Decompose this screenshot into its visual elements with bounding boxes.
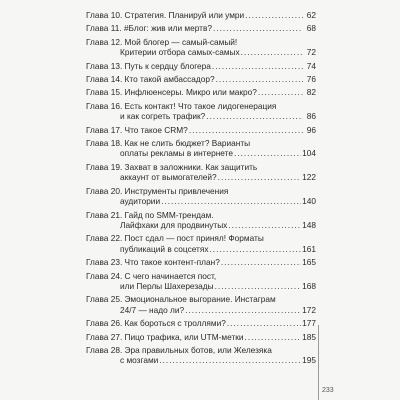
dot-leader <box>258 87 303 97</box>
toc-entry-title: Глава 16. Есть контакт! Что такое лидогенерация <box>86 100 277 111</box>
dot-leader <box>216 74 303 84</box>
dot-leader <box>159 355 301 365</box>
toc-entry-page: 140 <box>302 196 316 207</box>
dot-leader <box>189 125 303 135</box>
toc-entry-title: Глава 12. Мой блогер — самый-самый! <box>86 36 238 47</box>
toc-entry-title: с мозгами <box>120 355 159 366</box>
toc-entry-page: 122 <box>302 172 316 183</box>
dot-leader <box>161 196 301 206</box>
toc-entry-page: 172 <box>302 304 316 315</box>
toc-entry-page: 96 <box>306 124 316 135</box>
toc-entry-title: аудитории <box>120 196 161 207</box>
toc-entry-page: 86 <box>306 111 316 122</box>
toc-entry-title: Глава 23. Что такое контент-план? <box>86 257 220 268</box>
toc-entry-title: публикаций в соцсетях <box>120 243 209 254</box>
toc-entry-title: Глава 13. Путь к сердцу блогера <box>86 60 211 71</box>
toc-entry <box>86 257 316 267</box>
dot-leader <box>215 281 302 291</box>
toc-entry <box>86 74 316 84</box>
toc-entry-page: 177 <box>302 318 316 329</box>
toc-entry <box>86 10 316 20</box>
toc-entry-title: Глава 17. Что такое CRM? <box>86 124 188 135</box>
toc-entry <box>86 186 316 207</box>
dot-leader <box>241 47 303 57</box>
page-number-rule <box>318 325 319 400</box>
toc-entry-title: Глава 20. Инструменты привлечения <box>86 185 229 196</box>
dot-leader <box>227 318 301 328</box>
dot-leader <box>218 172 301 182</box>
toc-entry-title: аккаунт от вымогателей? <box>120 172 217 183</box>
toc-entry-title: и как согреть трафик? <box>120 111 206 122</box>
toc-entry-page: 165 <box>302 257 316 268</box>
toc-entry-title: Глава 18. Как не слить бюджет? Варианты <box>86 138 251 149</box>
toc-entry <box>86 318 316 328</box>
toc-entry-page: 68 <box>306 23 316 34</box>
toc-entry-page: 76 <box>306 74 316 85</box>
toc-entry-title: оплаты рекламы в интернете <box>120 148 233 159</box>
toc-entry-page: 74 <box>306 60 316 71</box>
dot-leader <box>206 111 303 121</box>
toc-entry-title: Глава 10. Стратегия. Планируй или умри <box>86 10 245 20</box>
toc-entry <box>86 23 316 33</box>
toc-entry-title: или Перлы Шахерезады <box>120 280 214 291</box>
toc-entry <box>86 162 316 183</box>
toc-entry-title: Лайфхаки для продвинутых <box>120 219 228 230</box>
toc-entry-title: Глава 11. #Блог: жив или мертв? <box>86 23 212 34</box>
toc-entry-title: Глава 19. Захват в заложники. Как защитить <box>86 161 258 172</box>
page-number: 233 <box>322 387 334 394</box>
toc-entry <box>86 332 316 342</box>
dot-leader <box>245 10 303 20</box>
toc-entry <box>86 37 316 58</box>
toc-entry-title: Глава 14. Кто такой амбассадор? <box>86 74 215 85</box>
dot-leader <box>234 148 301 158</box>
toc-entry <box>86 233 316 254</box>
dot-leader <box>221 257 301 267</box>
toc-entry-title: Глава 21. Гайд по SMM-трендам. <box>86 209 214 220</box>
dot-leader <box>228 220 301 230</box>
dot-leader <box>212 61 303 71</box>
toc-entry-page: 185 <box>302 331 316 342</box>
toc-entry-title: Глава 24. С чего начинается пост, <box>86 270 217 281</box>
toc-entry-page: 195 <box>302 355 316 366</box>
toc-entry-page: 104 <box>302 148 316 159</box>
toc-entry <box>86 294 316 315</box>
dot-leader <box>185 305 301 315</box>
toc-entry-page: 161 <box>302 243 316 254</box>
toc-entry-title: Глава 27. Пицо трафика, или UTM-метки <box>86 331 244 342</box>
toc-entry <box>86 87 316 97</box>
toc-entry-page: 72 <box>306 47 316 58</box>
toc-entry-title: 24/7 — надо ли? <box>120 304 185 315</box>
toc-entry-title: Глава 22. Пост сдал — пост принял! Форматы <box>86 233 264 244</box>
toc-entry-title: Критерии отбора самых-самых <box>120 47 240 58</box>
toc-entry-page: 62 <box>306 10 316 20</box>
toc-entry <box>86 61 316 71</box>
toc-entry-title: Глава 15. Инфлюенсеры. Микро или макро? <box>86 87 257 98</box>
toc-entry-title: Глава 26. Как бороться с троллями? <box>86 318 226 329</box>
toc-entry <box>86 125 316 135</box>
dot-leader <box>245 332 302 342</box>
toc-entry-title: Глава 28. Эра правильных ботов, или Железяка <box>86 344 272 355</box>
toc-entry <box>86 345 316 366</box>
toc-entry-title: Глава 25. Эмоциональное выгорание. Инстаграм <box>86 294 276 305</box>
toc-entry-page: 148 <box>302 219 316 230</box>
toc-entry-page: 82 <box>306 87 316 98</box>
toc-entry <box>86 138 316 159</box>
dot-leader <box>210 244 302 254</box>
toc-entry <box>86 271 316 292</box>
dot-leader <box>213 23 303 33</box>
toc-entry-page: 168 <box>302 280 316 291</box>
toc-entry <box>86 210 316 231</box>
table-of-contents <box>86 10 316 366</box>
toc-entry <box>86 101 316 122</box>
